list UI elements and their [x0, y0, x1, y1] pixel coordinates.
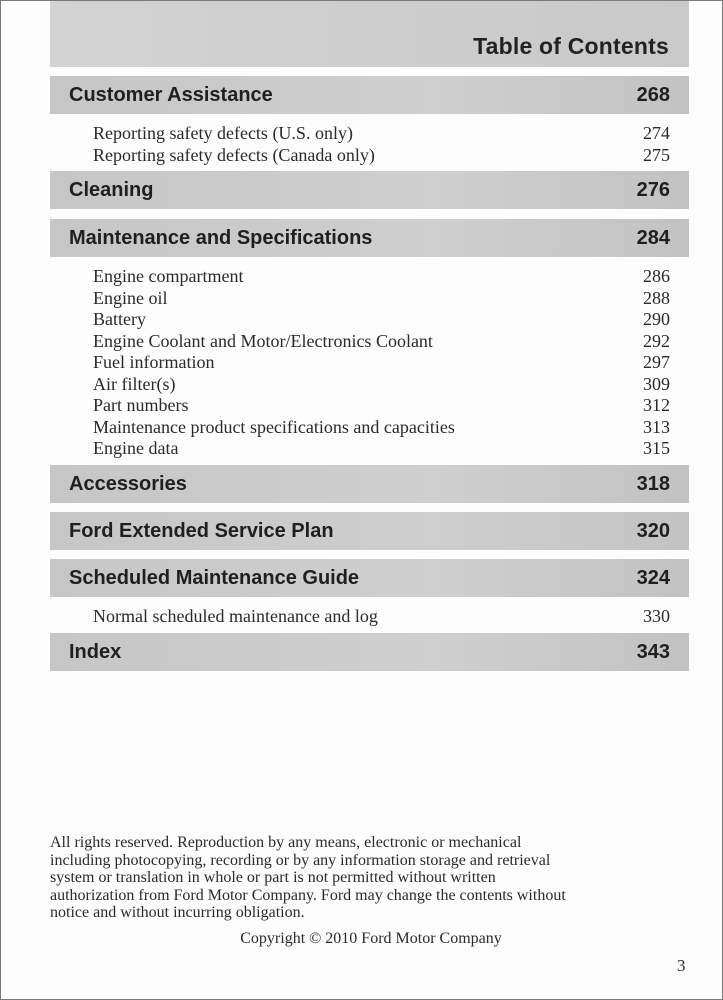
toc-section-label: Customer Assistance	[69, 84, 273, 106]
page-title: Table of Contents	[473, 33, 669, 59]
toc-subitem[interactable]	[93, 395, 670, 416]
toc-subitem-page: 330	[643, 606, 670, 626]
toc-subitem-label: Engine Coolant and Motor/Electronics Coolant	[93, 331, 433, 351]
page-number: 3	[677, 956, 686, 975]
toc-section-scheduled-maintenance-guide[interactable]	[50, 559, 689, 597]
toc-subitem-label: Normal scheduled maintenance and log	[93, 606, 378, 626]
toc-section-page: 284	[636, 227, 670, 249]
toc-section-index[interactable]	[50, 633, 689, 671]
toc-section-ford-extended-service-plan[interactable]	[50, 512, 689, 550]
toc-section-page: 343	[636, 641, 670, 663]
toc-subitem-label: Fuel information	[93, 352, 215, 372]
toc-section-page: 318	[636, 473, 670, 495]
title-banner	[50, 1, 689, 67]
toc-subitem[interactable]	[93, 374, 670, 395]
toc-section-maintenance-and-specifications[interactable]	[50, 219, 689, 257]
toc-subitem-label: Maintenance product specifications and capacities	[93, 417, 455, 437]
toc-subitem-page: 309	[643, 374, 670, 394]
toc-subitem-label: Reporting safety defects (U.S. only)	[93, 123, 353, 143]
toc-section-page: 320	[636, 520, 670, 542]
rights-notice-line: authorization from Ford Motor Company. Ford may change the contents without	[50, 886, 566, 904]
toc-section-label: Cleaning	[69, 179, 154, 201]
toc-subitem-page: 315	[643, 438, 670, 458]
toc-section-label: Ford Extended Service Plan	[69, 520, 334, 542]
toc-section-page: 324	[636, 567, 670, 589]
rights-notice-line: notice and without incurring obligation.	[50, 904, 305, 922]
toc-subitem-page: 290	[643, 309, 670, 329]
toc-subitem-page: 297	[643, 352, 670, 372]
copyright-line: Copyright © 2010 Ford Motor Company	[240, 930, 502, 947]
toc-section-label: Index	[69, 641, 122, 663]
toc-subitem[interactable]	[93, 352, 670, 373]
toc-subitem-label: Part numbers	[93, 395, 189, 415]
rights-notice	[50, 834, 690, 922]
toc-subitem-page: 275	[643, 145, 670, 165]
toc-section-accessories[interactable]	[50, 465, 689, 503]
toc-section-label: Scheduled Maintenance Guide	[69, 567, 360, 589]
toc-subitem-page: 312	[643, 395, 670, 415]
toc-section-label: Maintenance and Specifications	[69, 227, 373, 249]
toc-subitem-page: 313	[643, 417, 670, 437]
toc-subitem-label: Air filter(s)	[93, 374, 176, 394]
toc-section-label: Accessories	[69, 473, 187, 495]
rights-notice-line: including photocopying, recording or by any information storage and retrieval	[50, 851, 551, 869]
toc-subitem[interactable]	[93, 331, 670, 352]
toc-subitem[interactable]	[93, 266, 670, 287]
toc-subitem[interactable]	[93, 145, 670, 166]
toc-subitem[interactable]	[93, 309, 670, 330]
toc-subitem-page: 286	[643, 266, 670, 286]
toc-subitem-label: Battery	[93, 309, 146, 329]
rights-notice-line: system or translation in whole or part is not permitted without written	[50, 869, 496, 887]
toc-subitem-label: Engine data	[93, 438, 179, 458]
toc-subitem[interactable]	[93, 438, 670, 459]
toc-section-page: 268	[636, 84, 670, 106]
toc-subitem[interactable]	[93, 288, 670, 309]
toc-subitem-page: 274	[643, 123, 670, 143]
toc-section-customer-assistance[interactable]	[50, 76, 689, 114]
toc-subitem-page: 292	[643, 331, 670, 351]
toc-subitem-page: 288	[643, 288, 670, 308]
toc-subitem[interactable]	[93, 417, 670, 438]
toc-section-cleaning[interactable]	[50, 171, 689, 209]
toc-subitem-label: Engine oil	[93, 288, 168, 308]
toc-subitem[interactable]	[93, 606, 670, 627]
rights-notice-line: All rights reserved. Reproduction by any means, electronic or mechanical	[50, 834, 522, 851]
toc-subitem[interactable]	[93, 123, 670, 144]
toc-subitem-label: Reporting safety defects (Canada only)	[93, 145, 375, 165]
toc-section-page: 276	[636, 179, 670, 201]
toc-subitem-label: Engine compartment	[93, 266, 244, 286]
